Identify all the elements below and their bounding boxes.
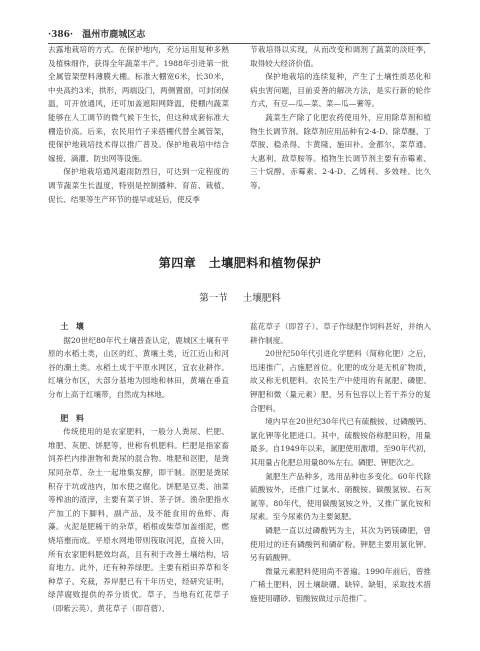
top-left-column <box>48 43 229 206</box>
chapter-title: 第四章 土壤肥料和植物保护 <box>158 256 322 270</box>
paragraph: 20世纪50年代引进化学肥料（简称化肥）之后，迅速推广，占施肥首位。化肥的成分是无机矿物质，故又称无机肥料。农民生产中使用的有氮肥、磷肥、钾肥和微（量元素）肥，另有包容以上若干养分的复合肥料。 <box>250 349 431 413</box>
bottom-left-column <box>48 320 229 615</box>
paragraph: 保护地栽培的连续复种，产生了土壤性质恶化和病虫害问题，目前妥善的解决方法，是实行新的轮作方式，有豆—瓜—菜、菜—瓜—薯等。 <box>250 72 431 109</box>
running-header <box>48 27 430 44</box>
top-right-column <box>250 43 431 193</box>
section-title <box>0 290 480 304</box>
page-number: ·386· <box>48 30 74 40</box>
paragraph: 保护地栽培通风避雨防烈日，可达到一定程度的调节蔬菜生长温度，特别是控制播种、育苗、栽植、促长、结果等生产环节的提早或延后，使反季 <box>48 167 229 204</box>
paragraph: 磷肥一直以过磷酸钙为主，其次为钙镁磷肥，曾使用过的还有磷酸钙和磷矿粉。钾肥主要用氯化钾、另有硫酸钾。 <box>250 525 431 563</box>
bottom-right-column <box>250 320 431 605</box>
paragraph: 境内早在20世纪30年代已有硫酸铵、过磷酸钙、氯化钾等化肥进口。其中，硫酸铵俗称肥田粉，用量最多。自1949年以来，氮肥使用激增，至90年代初，其用量占化肥总用量80%左右。磷肥、钾肥次之。 <box>250 417 431 467</box>
book-title: 温州市鹿城区志 <box>82 30 146 40</box>
paragraph: 节栽培得以实现，从而改变和调剂了蔬菜的淡旺季，取得较大经济价值。 <box>250 45 431 68</box>
paragraph: 蓝花草子（即苕子）。草子作绿肥作饲料甚好，并纳入耕作制度。 <box>250 322 431 345</box>
paragraph: 去露地栽培的方式。在保护地内，充分运用复种多熟及植株细作，获得全年蔬菜丰产。1988年引进第一批全属管架塑料薄膜大棚。标准大棚宽6米，长30米，中央高约3米，拱形，两端设门，两侧置窗，可封闭保温，可开放通风，还可加盖遮阳网降温，使棚内蔬菜能够在人工调节的微气候下生长，但这种成套标准大棚造价高。后来，农民用竹子来搭棚代替全属管架，使保护地栽培技术得以推广普及。保护地栽培中结合嫁接、滴灌、防虫网等设施。 <box>48 45 229 163</box>
paragraph: 据20世纪80年代土壤普查认定，鹿城区土壤有平原的水稻土类，山区的红、黄壤土类，近江近山和河谷的潮土类。水稻土成于平原水网区，宜农业耕作。红壤分布区，大部分基地为园地和林田，黄壤在垂直分布上高于红壤带，自然成为林地。 <box>48 335 229 399</box>
paragraph: 传统使用的是农家肥料，一般分人粪尿、栏肥、堆肥、灰肥、饼肥等，世称有机肥料。栏肥是指家畜饲养栏内排泄物和粪尿的混合物。堆肥和沤肥，是粪尿同杂草、杂土一起堆集发酵，即干制。沤肥是粪尿积存于坑或池内，加水使之腐化。饼肥是豆类、油菜等榨油的渣滓，主要有菜子饼、茶子饼。渔杂肥指水产加工的下脚料，副产品，及不能食用的鱼虾、海藻。火泥是肥稀干的杂草，稻根或柴草加盖细泥，燃烧培壅而成。平原水网地带则筏取河泥，直接入田，所有农家肥料肥效均高，且有利于改善土壤结构，培育地力。此外，还有种养绿肥。主要有稻田养草和冬种草子。充裁，养岸肥已有千年历史，经研究证明，绿萍腐败提供的养分质优。草子，当地有红花草子（即紫云英）、黄花草子（即苜蓿）、 <box>48 427 229 613</box>
section-name: 土壤肥料 <box>242 293 281 304</box>
section-number: 第一节 <box>199 293 228 304</box>
paragraph: 蔬菜生产除了化肥农药使用外，应用除草剂和植物生长调节剂。除草剂应用品种有2·4-D、除草醚、丁草胺、稳杀得、卞黄隆、施田补、金都尔、菜草通、大惠利、敌草胺等。植物生长调节剂主要有赤霉素、三十烷醇、赤霉素、2·4-D、乙烯利、多效唑、比久等。 <box>250 112 431 190</box>
paragraph: 氮肥生产品种多，选用品种也多变化。60年代除硫酸铵外，还推广过氯水、硝酸铵、碳酸氢铵、石灰氮等。80年代，使用碳酸氢铵之外，又推广氯化铵和尿素。至今尿素仍为主要氮肥。 <box>250 471 431 522</box>
subheading-soil: 土 壤 <box>60 322 84 331</box>
subheading-fertilizer: 肥 料 <box>60 413 84 423</box>
paragraph: 微量元素肥料使用尚不普遍。1990年前后，曾推广稀土肥料，因土壤缺硼、缺锌、缺钼，采取技术措施使用硼砂、钼酸铵做过示范推广。 <box>250 566 431 603</box>
